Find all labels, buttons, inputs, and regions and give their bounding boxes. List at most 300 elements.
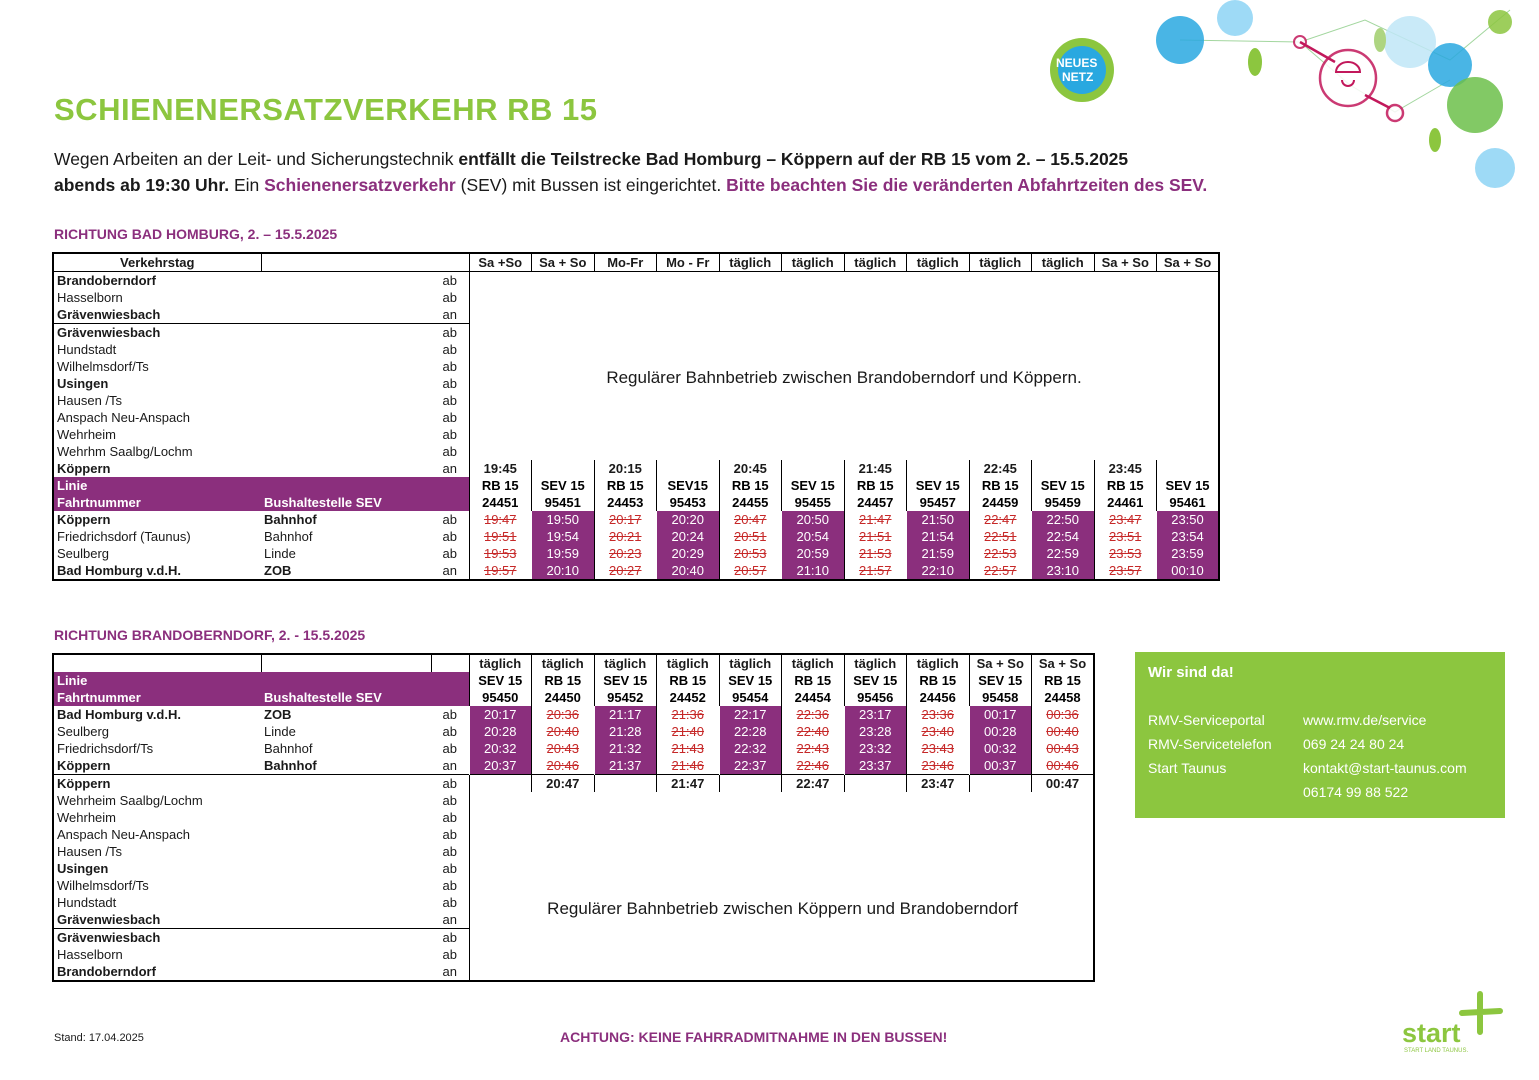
bus-stop: ZOB bbox=[264, 707, 292, 722]
arrival-time: 20:45 bbox=[719, 460, 782, 477]
sev-time: 19:54 bbox=[532, 528, 595, 545]
day-header: täglich bbox=[719, 654, 782, 672]
fahrtnummer-label: Fahrtnummer bbox=[53, 689, 261, 706]
line-label: SEV 15 bbox=[844, 672, 907, 689]
station-name: Anspach Neu-Anspach bbox=[57, 410, 190, 425]
departure-time: 22:47 bbox=[782, 775, 845, 793]
station-name: Hausen /Ts bbox=[57, 844, 123, 859]
trip-number: 95450 bbox=[469, 689, 532, 706]
empty-cell bbox=[261, 426, 431, 443]
line-label: RB 15 bbox=[657, 672, 720, 689]
trip-number: 95455 bbox=[782, 494, 845, 511]
cancelled-time: 19:53 bbox=[469, 545, 532, 562]
sev-station-row bbox=[53, 757, 1094, 775]
sev-time: 20:17 bbox=[469, 706, 532, 723]
station-name: Friedrichsdorf (Taunus) bbox=[57, 529, 191, 544]
arrival-time: 23:45 bbox=[1094, 460, 1157, 477]
day-header: täglich bbox=[907, 253, 970, 272]
cancelled-time: 22:47 bbox=[969, 511, 1032, 528]
departure-time bbox=[969, 775, 1032, 793]
empty-cell bbox=[261, 877, 431, 894]
departure-time bbox=[469, 775, 532, 793]
empty-cell bbox=[431, 654, 469, 672]
sev-time: 23:17 bbox=[844, 706, 907, 723]
trip-number: 24459 bbox=[969, 494, 1032, 511]
arrival-departure: an bbox=[442, 461, 457, 476]
arrival-departure: ab bbox=[442, 878, 457, 893]
line-label: RB 15 bbox=[594, 477, 657, 494]
intro-notice: Bitte beachten Sie die veränderten Abfahrtzeiten des SEV. bbox=[726, 175, 1208, 195]
empty-cell bbox=[261, 392, 431, 409]
info-label-phone: RMV-Servicetelefon bbox=[1148, 736, 1272, 752]
arrival-departure: ab bbox=[442, 512, 457, 527]
arrival-departure: ab bbox=[442, 444, 457, 459]
station-name: Seulberg bbox=[57, 724, 110, 739]
linie-label: Linie bbox=[53, 477, 261, 494]
sev-station-row bbox=[53, 723, 1094, 740]
cancelled-time: 22:36 bbox=[782, 706, 845, 723]
sev-time: 22:10 bbox=[907, 562, 970, 580]
station-name: Wilhelmsdorf/Ts bbox=[57, 878, 149, 893]
badge-line2: NETZ bbox=[1062, 70, 1094, 84]
fahrtnummer-label: Fahrtnummer bbox=[53, 494, 261, 511]
cancelled-time: 20:46 bbox=[532, 757, 595, 775]
sev-time: 23:37 bbox=[844, 757, 907, 775]
cancelled-time: 21:43 bbox=[657, 740, 720, 757]
arrival-departure: ab bbox=[442, 947, 457, 962]
intro-bold: entfällt die Teilstrecke Bad Homburg – Köppern auf der RB 15 vom 2. – 15.5.2025 bbox=[458, 149, 1129, 169]
info-value-phone[interactable]: 069 24 24 80 24 bbox=[1303, 736, 1405, 752]
cancelled-time: 21:57 bbox=[844, 562, 907, 580]
day-header: täglich bbox=[844, 253, 907, 272]
line-label: RB 15 bbox=[907, 672, 970, 689]
station-name: Wehrheim bbox=[57, 427, 117, 442]
departure-time bbox=[844, 775, 907, 793]
cancelled-time: 20:57 bbox=[719, 562, 782, 580]
line-label: SEV 15 bbox=[969, 672, 1032, 689]
neues-netz-badge bbox=[1045, 30, 1119, 120]
empty-cell bbox=[261, 775, 431, 793]
info-label-start: Start Taunus bbox=[1148, 760, 1227, 776]
empty-cell bbox=[261, 306, 431, 324]
arrival-departure: ab bbox=[442, 290, 457, 305]
empty-cell bbox=[261, 963, 431, 981]
stand-date: Stand: 17.04.2025 bbox=[54, 1032, 144, 1044]
day-header: täglich bbox=[907, 654, 970, 672]
station-name: Hasselborn bbox=[57, 947, 123, 962]
cancelled-time: 00:36 bbox=[1032, 706, 1095, 723]
arrival-time bbox=[782, 460, 845, 477]
day-header: täglich bbox=[719, 253, 782, 272]
empty-cell bbox=[261, 672, 431, 689]
sev-time: 19:50 bbox=[532, 511, 595, 528]
trip-number: 24457 bbox=[844, 494, 907, 511]
sev-time: 22:32 bbox=[719, 740, 782, 757]
timetable-bad-homburg bbox=[52, 252, 1220, 581]
station-name: Brandoberndorf bbox=[57, 964, 156, 979]
sev-time: 22:17 bbox=[719, 706, 782, 723]
cancelled-time: 22:40 bbox=[782, 723, 845, 740]
arrival-departure: ab bbox=[442, 529, 457, 544]
day-header: Sa + So bbox=[1032, 654, 1095, 672]
bike-warning: ACHTUNG: KEINE FAHRRADMITNAHME IN DEN BUSSEN! bbox=[560, 1029, 948, 1045]
arrival-departure: ab bbox=[442, 741, 457, 756]
page-title: SCHIENENERSATZVERKEHR RB 15 bbox=[54, 92, 598, 127]
arrival-departure: ab bbox=[442, 546, 457, 561]
empty-cell bbox=[431, 494, 469, 511]
sev-time: 20:29 bbox=[657, 545, 720, 562]
cancelled-time: 21:40 bbox=[657, 723, 720, 740]
day-header: Sa + So bbox=[1094, 253, 1157, 272]
sev-time: 21:28 bbox=[594, 723, 657, 740]
trip-number: 95452 bbox=[594, 689, 657, 706]
section-heading-brandoberndorf: RICHTUNG BRANDOBERNDORF, 2. - 15.5.2025 bbox=[54, 627, 366, 643]
arrival-departure: ab bbox=[442, 273, 457, 288]
regular-service-note-2: Regulärer Bahnbetrieb zwischen Köppern und Brandoberndorf bbox=[547, 899, 1018, 918]
empty-cell bbox=[261, 477, 431, 494]
sev-time: 22:37 bbox=[719, 757, 782, 775]
station-row bbox=[53, 272, 1219, 290]
arrival-time bbox=[532, 460, 595, 477]
arrival-departure: ab bbox=[442, 410, 457, 425]
sev-station-row bbox=[53, 740, 1094, 757]
koeppern-departure-row bbox=[53, 775, 1094, 793]
trip-number: 24454 bbox=[782, 689, 845, 706]
day-header: täglich bbox=[469, 654, 532, 672]
line-label: RB 15 bbox=[532, 672, 595, 689]
start-logo-text: start bbox=[1402, 1018, 1461, 1048]
sev-time: 00:10 bbox=[1157, 562, 1220, 580]
line-row bbox=[53, 672, 1094, 689]
day-header: Sa +So bbox=[469, 253, 532, 272]
bus-stop: Bahnhof bbox=[264, 512, 317, 527]
arrival-departure: ab bbox=[442, 724, 457, 739]
cancelled-time: 20:47 bbox=[719, 511, 782, 528]
arrival-time: 21:45 bbox=[844, 460, 907, 477]
info-link-portal[interactable]: www.rmv.de/service bbox=[1303, 712, 1427, 728]
cancelled-time: 20:21 bbox=[594, 528, 657, 545]
empty-cell bbox=[431, 672, 469, 689]
cancelled-time: 20:51 bbox=[719, 528, 782, 545]
day-header: täglich bbox=[1032, 253, 1095, 272]
station-name: Grävenwiesbach bbox=[57, 307, 161, 322]
sev-time: 20:40 bbox=[657, 562, 720, 580]
days-row bbox=[53, 253, 1219, 272]
line-row bbox=[53, 477, 1219, 494]
day-header: Mo - Fr bbox=[657, 253, 720, 272]
empty-cell bbox=[261, 341, 431, 358]
bus-stop: ZOB bbox=[264, 563, 292, 578]
sev-time: 19:59 bbox=[532, 545, 595, 562]
station-name: Hausen /Ts bbox=[57, 393, 123, 408]
trip-number: 24450 bbox=[532, 689, 595, 706]
trip-number: 24453 bbox=[594, 494, 657, 511]
sev-time: 21:32 bbox=[594, 740, 657, 757]
cancelled-time: 20:27 bbox=[594, 562, 657, 580]
station-name: Wilhelmsdorf/Ts bbox=[57, 359, 149, 374]
timetable-brandoberndorf bbox=[52, 653, 1095, 982]
regular-area bbox=[469, 792, 1094, 981]
intro-text: Wegen Arbeiten an der Leit- und Sicherungstechnik bbox=[54, 149, 459, 169]
station-name: Seulberg bbox=[57, 546, 110, 561]
station-name: Friedrichsdorf/Ts bbox=[57, 741, 154, 756]
line-label: RB 15 bbox=[844, 477, 907, 494]
empty-cell bbox=[261, 409, 431, 426]
day-header: Sa + So bbox=[532, 253, 595, 272]
intro-bold-time: abends ab 19:30 Uhr. bbox=[54, 175, 230, 195]
sev-time: 20:28 bbox=[469, 723, 532, 740]
bus-stop: Bahnhof bbox=[264, 758, 317, 773]
cancelled-time: 19:47 bbox=[469, 511, 532, 528]
arrival-departure: ab bbox=[442, 827, 457, 842]
cancelled-time: 20:23 bbox=[594, 545, 657, 562]
trip-number: 24458 bbox=[1032, 689, 1095, 706]
cancelled-time: 23:53 bbox=[1094, 545, 1157, 562]
arrival-departure: ab bbox=[442, 707, 457, 722]
sev-time: 20:59 bbox=[782, 545, 845, 562]
arrival-time: 22:45 bbox=[969, 460, 1032, 477]
day-header: täglich bbox=[844, 654, 907, 672]
departure-time: 20:47 bbox=[532, 775, 595, 793]
sev-station-row bbox=[53, 706, 1094, 723]
cancelled-time: 23:47 bbox=[1094, 511, 1157, 528]
cancelled-time: 21:47 bbox=[844, 511, 907, 528]
empty-cell bbox=[261, 946, 431, 963]
info-value-phone-2[interactable]: 06174 99 88 522 bbox=[1303, 784, 1409, 800]
cancelled-time: 23:46 bbox=[907, 757, 970, 775]
sev-time: 23:10 bbox=[1032, 562, 1095, 580]
station-name: Köppern bbox=[57, 776, 111, 791]
cancelled-time: 20:43 bbox=[532, 740, 595, 757]
cancelled-time: 22:43 bbox=[782, 740, 845, 757]
station-name: Köppern bbox=[57, 461, 111, 476]
sev-time: 23:28 bbox=[844, 723, 907, 740]
sev-time: 20:54 bbox=[782, 528, 845, 545]
station-name: Köppern bbox=[57, 512, 111, 527]
arrival-departure: ab bbox=[442, 895, 457, 910]
cancelled-time: 00:43 bbox=[1032, 740, 1095, 757]
info-box bbox=[1135, 652, 1505, 818]
line-label: RB 15 bbox=[719, 477, 782, 494]
intro-line-2 bbox=[54, 175, 1207, 196]
intro-text-3: (SEV) mit Bussen ist eingerichtet. bbox=[455, 175, 727, 195]
arrival-time bbox=[907, 460, 970, 477]
arrival-time: 19:45 bbox=[469, 460, 532, 477]
empty-cell bbox=[261, 826, 431, 843]
trip-number: 95453 bbox=[657, 494, 720, 511]
station-name: Hasselborn bbox=[57, 290, 123, 305]
sev-time: 20:50 bbox=[782, 511, 845, 528]
cancelled-time: 19:51 bbox=[469, 528, 532, 545]
verkehrstag-label: Verkehrstag bbox=[120, 255, 195, 270]
station-name: Hundstadt bbox=[57, 342, 117, 357]
sev-time: 23:59 bbox=[1157, 545, 1220, 562]
arrival-departure: ab bbox=[442, 376, 457, 391]
intro-sev-term: Schienenersatzverkehr bbox=[264, 175, 456, 195]
station-name: Wehrhm Saalbg/Lochm bbox=[57, 444, 193, 459]
sev-time: 21:37 bbox=[594, 757, 657, 775]
fahrtnummer-row bbox=[53, 689, 1094, 706]
empty-cell bbox=[261, 253, 431, 272]
cancelled-time: 22:57 bbox=[969, 562, 1032, 580]
day-header: täglich bbox=[782, 654, 845, 672]
sev-time: 21:59 bbox=[907, 545, 970, 562]
days-row bbox=[53, 654, 1094, 672]
line-label: RB 15 bbox=[1094, 477, 1157, 494]
line-label: RB 15 bbox=[969, 477, 1032, 494]
sev-time: 00:37 bbox=[969, 757, 1032, 775]
station-row bbox=[53, 792, 1094, 809]
cancelled-time: 21:51 bbox=[844, 528, 907, 545]
network-graphic bbox=[1150, 0, 1539, 200]
sev-station-row bbox=[53, 511, 1219, 528]
station-name: Grävenwiesbach bbox=[57, 912, 161, 927]
day-header: Mo-Fr bbox=[594, 253, 657, 272]
plus-logo-icon bbox=[1458, 990, 1504, 1036]
badge-line1: NEUES bbox=[1056, 56, 1098, 70]
empty-cell bbox=[261, 654, 431, 672]
cancelled-time: 19:57 bbox=[469, 562, 532, 580]
day-header: täglich bbox=[594, 654, 657, 672]
arrival-departure: an bbox=[442, 563, 457, 578]
arrival-time: 20:15 bbox=[594, 460, 657, 477]
day-header: Sa + So bbox=[969, 654, 1032, 672]
empty-cell bbox=[261, 929, 431, 947]
info-link-email[interactable]: kontakt@start-taunus.com bbox=[1303, 760, 1467, 776]
empty-cell bbox=[261, 809, 431, 826]
cancelled-time: 21:36 bbox=[657, 706, 720, 723]
cancelled-time: 20:36 bbox=[532, 706, 595, 723]
sev-station-row bbox=[53, 528, 1219, 545]
day-header: Sa + So bbox=[1157, 253, 1220, 272]
cancelled-time: 23:43 bbox=[907, 740, 970, 757]
trip-number: 24461 bbox=[1094, 494, 1157, 511]
trip-number: 95458 bbox=[969, 689, 1032, 706]
cancelled-time: 22:53 bbox=[969, 545, 1032, 562]
line-label: SEV 15 bbox=[594, 672, 657, 689]
regular-service-note-1: Regulärer Bahnbetrieb zwischen Brandoberndorf und Köppern. bbox=[606, 368, 1082, 387]
start-logo-sub: START LAND TAUNUS. bbox=[1404, 1048, 1469, 1054]
trip-number: 95457 bbox=[907, 494, 970, 511]
cancelled-time: 20:17 bbox=[594, 511, 657, 528]
cancelled-time: 20:40 bbox=[532, 723, 595, 740]
empty-cell bbox=[261, 792, 431, 809]
sev-time: 20:32 bbox=[469, 740, 532, 757]
empty-cell bbox=[431, 477, 469, 494]
trip-number: 24452 bbox=[657, 689, 720, 706]
arrival-departure: an bbox=[442, 964, 457, 979]
fahrtnummer-row bbox=[53, 494, 1219, 511]
sev-time: 20:10 bbox=[532, 562, 595, 580]
station-name: Hundstadt bbox=[57, 895, 117, 910]
bus-stop-label: Bushaltestelle SEV bbox=[261, 494, 431, 511]
info-heading: Wir sind da! bbox=[1148, 664, 1234, 681]
start-logo bbox=[1402, 990, 1512, 1060]
station-name: Grävenwiesbach bbox=[57, 930, 161, 945]
day-header: täglich bbox=[532, 654, 595, 672]
arrival-departure: ab bbox=[442, 793, 457, 808]
sev-time: 00:28 bbox=[969, 723, 1032, 740]
line-label: SEV 15 bbox=[532, 477, 595, 494]
arrival-departure: ab bbox=[442, 427, 457, 442]
arrival-time bbox=[1032, 460, 1095, 477]
departure-time: 23:47 bbox=[907, 775, 970, 793]
sev-station-row bbox=[53, 562, 1219, 580]
empty-cell bbox=[261, 289, 431, 306]
empty-cell bbox=[261, 443, 431, 460]
station-name: Usingen bbox=[57, 861, 109, 876]
koeppern-arrival-row bbox=[53, 460, 1219, 477]
empty-cell bbox=[53, 654, 261, 672]
empty-cell bbox=[431, 253, 469, 272]
empty-cell bbox=[261, 272, 431, 290]
line-label: SEV 15 bbox=[469, 672, 532, 689]
bus-stop-label: Bushaltestelle SEV bbox=[261, 689, 431, 706]
cancelled-time: 22:46 bbox=[782, 757, 845, 775]
regular-area bbox=[469, 272, 1219, 461]
cancelled-time: 20:53 bbox=[719, 545, 782, 562]
empty-cell bbox=[261, 375, 431, 392]
day-header: täglich bbox=[657, 654, 720, 672]
arrival-departure: ab bbox=[442, 776, 457, 791]
sev-time: 00:32 bbox=[969, 740, 1032, 757]
sev-time: 22:59 bbox=[1032, 545, 1095, 562]
empty-cell bbox=[431, 689, 469, 706]
empty-cell bbox=[261, 860, 431, 877]
line-label: RB 15 bbox=[782, 672, 845, 689]
arrival-departure: ab bbox=[442, 393, 457, 408]
arrival-departure: ab bbox=[442, 861, 457, 876]
trip-number: 95456 bbox=[844, 689, 907, 706]
arrival-departure: an bbox=[442, 307, 457, 322]
station-name: Köppern bbox=[57, 758, 111, 773]
bus-stop: Linde bbox=[264, 724, 296, 739]
bus-stop: Linde bbox=[264, 546, 296, 561]
empty-cell bbox=[261, 911, 431, 929]
bus-stop: Bahnhof bbox=[264, 529, 313, 544]
line-label: RB 15 bbox=[469, 477, 532, 494]
bus-stop: Bahnhof bbox=[264, 741, 313, 756]
info-label-portal: RMV-Serviceportal bbox=[1148, 712, 1265, 728]
arrival-departure: ab bbox=[442, 325, 457, 340]
departure-time bbox=[594, 775, 657, 793]
arrival-departure: ab bbox=[442, 342, 457, 357]
section-heading-bad-homburg: RICHTUNG BAD HOMBURG, 2. – 15.5.2025 bbox=[54, 226, 338, 242]
sev-time: 22:54 bbox=[1032, 528, 1095, 545]
empty-cell bbox=[261, 843, 431, 860]
line-label: SEV15 bbox=[657, 477, 720, 494]
cancelled-time: 23:40 bbox=[907, 723, 970, 740]
cancelled-time: 21:46 bbox=[657, 757, 720, 775]
sev-time: 23:32 bbox=[844, 740, 907, 757]
arrival-departure: ab bbox=[442, 844, 457, 859]
sev-time: 23:50 bbox=[1157, 511, 1220, 528]
cancelled-time: 23:51 bbox=[1094, 528, 1157, 545]
trip-number: 95451 bbox=[532, 494, 595, 511]
empty-cell bbox=[261, 358, 431, 375]
trip-number: 24451 bbox=[469, 494, 532, 511]
day-header: täglich bbox=[782, 253, 845, 272]
cancelled-time: 23:57 bbox=[1094, 562, 1157, 580]
linie-label: Linie bbox=[53, 672, 261, 689]
sev-time: 21:54 bbox=[907, 528, 970, 545]
sev-time: 20:24 bbox=[657, 528, 720, 545]
arrival-departure: ab bbox=[442, 930, 457, 945]
cancelled-time: 21:53 bbox=[844, 545, 907, 562]
arrival-departure: an bbox=[442, 758, 457, 773]
station-name: Wehrheim Saalbg/Lochm bbox=[57, 793, 203, 808]
arrival-departure: ab bbox=[442, 359, 457, 374]
